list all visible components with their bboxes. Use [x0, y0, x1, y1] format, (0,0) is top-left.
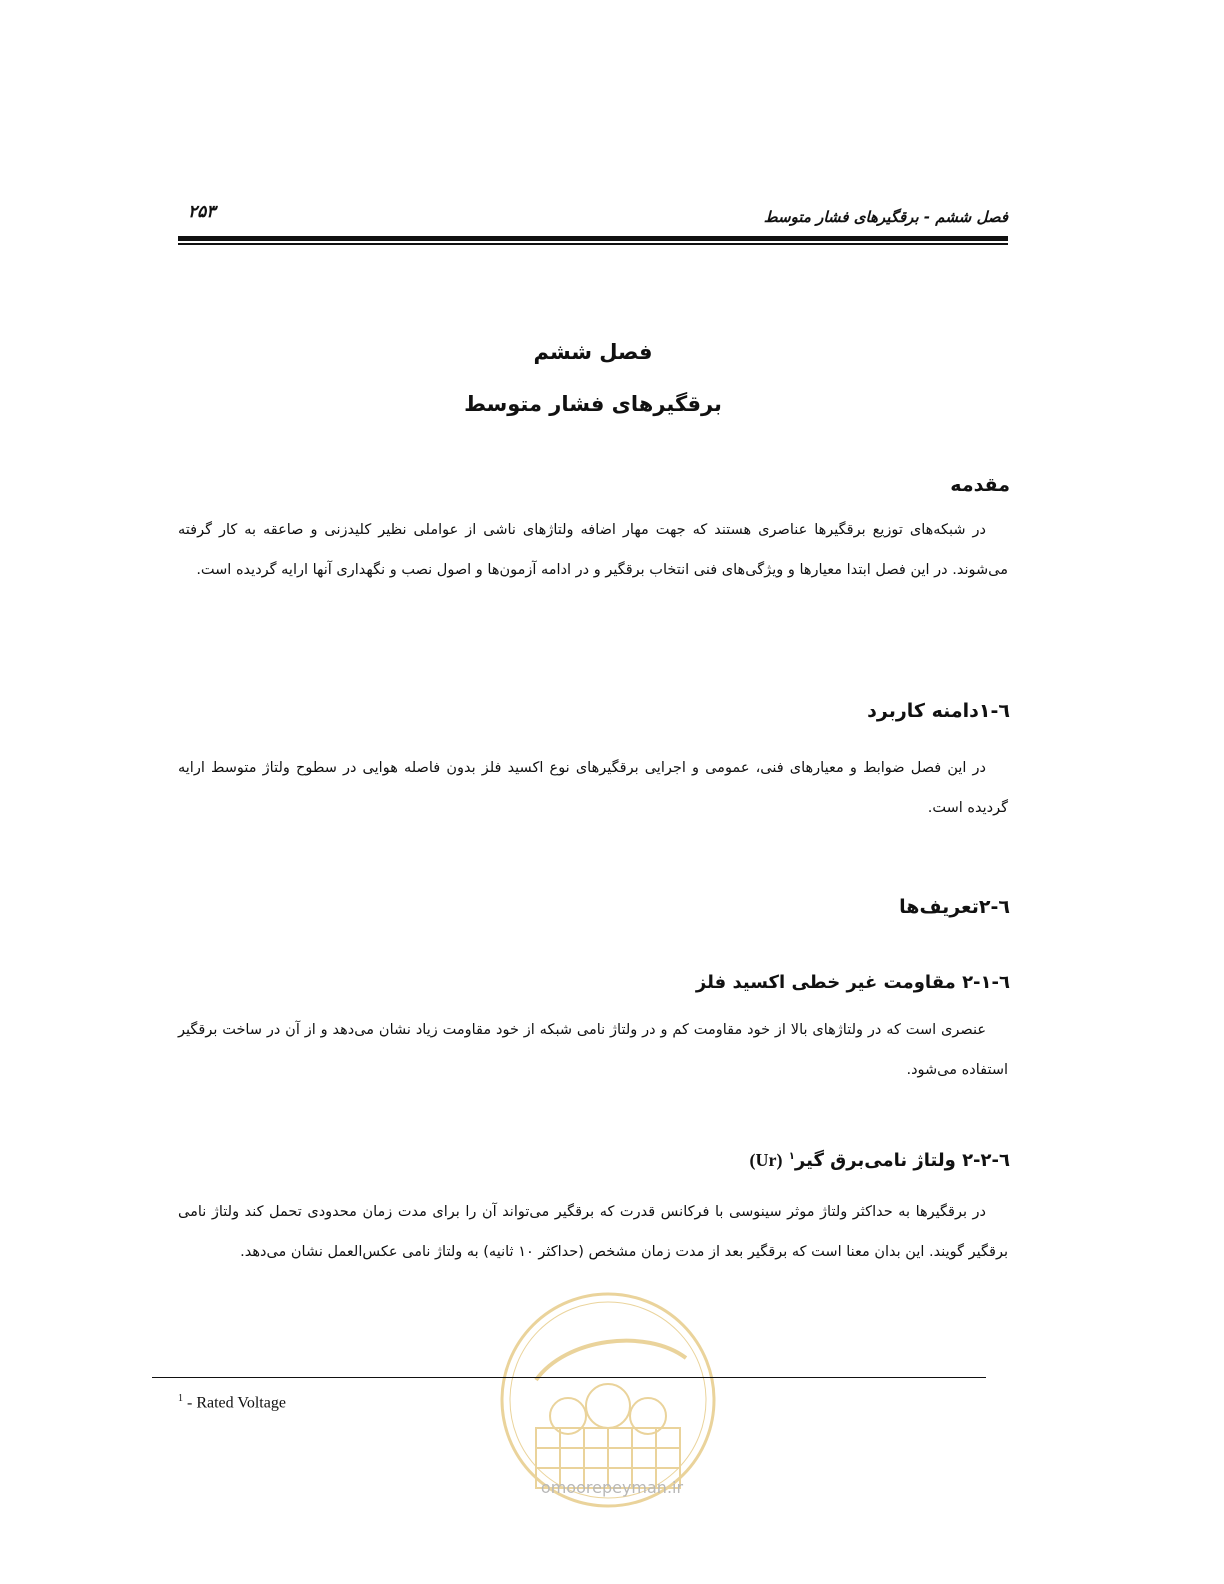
footnote-reference: ۱ [788, 1151, 795, 1162]
footnote [178, 1393, 286, 1412]
definition-2-text: در برقگیرها به حداکثر ولتاژ موثر سینوسی با فرکانس قدرت که برقگیر می‌تواند آن را برای مدت زمان محدودی تحمل کند ولتاژ نامی برقگیر گویند. این بدان معنا است که برقگیر بعد از مدت زمان مشخص (حداکثر ۱۰ ثانیه) به ولتاژ نامی عکس‌العمل نشان می‌دهد. [178, 1204, 1008, 1260]
intro-text: در شبکه‌های توزیع برقگیرها عناصری هستند که جهت مهار اضافه ولتاژهای ناشی از عواملی نظیر کلیدزنی و صاعقه به کار گرفته می‌شوند. در این فصل ابتدا معیارها و ویژگی‌های فنی انتخاب برقگیر و در ادامه آزمون‌ها و اصول نصب و نگهداری آنها ارایه گردیده است. [178, 522, 1008, 578]
header-rule-thick [178, 236, 1008, 241]
header-rule-thin [178, 243, 1008, 245]
watermark-url: omoorepeyman.ir [540, 1478, 684, 1497]
footnote-mark: 1 [178, 1393, 183, 1404]
footnote-text: - Rated Voltage [183, 1394, 286, 1412]
definition-2-title: ٦-۲-۲ ولتاژ نامی‌برق گیر [794, 1150, 1010, 1171]
scope-paragraph [178, 748, 1008, 828]
scope-heading: ٦-۱دامنه کاربرد [867, 700, 1010, 722]
rated-voltage-symbol: (Ur) [749, 1150, 783, 1170]
intro-heading: مقدمه [950, 474, 1010, 496]
chapter-number: فصل ششم [533, 340, 653, 364]
page-number: ۲۵۳ [188, 202, 216, 222]
definition-1-paragraph [178, 1010, 1008, 1090]
definitions-heading: ٦-۲تعریف‌ها [899, 896, 1010, 918]
scope-text: در این فصل ضوابط و معیارهای فنی، عمومی و اجرایی برقگیرهای نوع اکسید فلز بدون فاصله هوایی در سطوح ولتاژ متوسط ارایه گردیده است. [178, 760, 1008, 816]
definition-1-heading: ٦-۲-۱ مقاومت غیر خطی اکسید فلز [695, 972, 1010, 993]
chapter-title: برقگیرهای فشار متوسط [464, 392, 722, 416]
intro-paragraph [178, 510, 1008, 590]
footnote-separator [152, 1377, 986, 1378]
definition-2-heading [750, 1150, 1010, 1171]
running-title: فصل ششم - برقگیرهای فشار متوسط [763, 208, 1008, 226]
definition-1-text: عنصری است که در ولتاژهای بالا از خود مقاومت کم و در ولتاژ نامی شبکه از خود مقاومت زیاد نشان می‌دهد و از آن در ساخت برقگیر استفاده می‌شود. [178, 1022, 1008, 1078]
page-header [178, 200, 1008, 250]
definition-2-paragraph [178, 1192, 1008, 1272]
